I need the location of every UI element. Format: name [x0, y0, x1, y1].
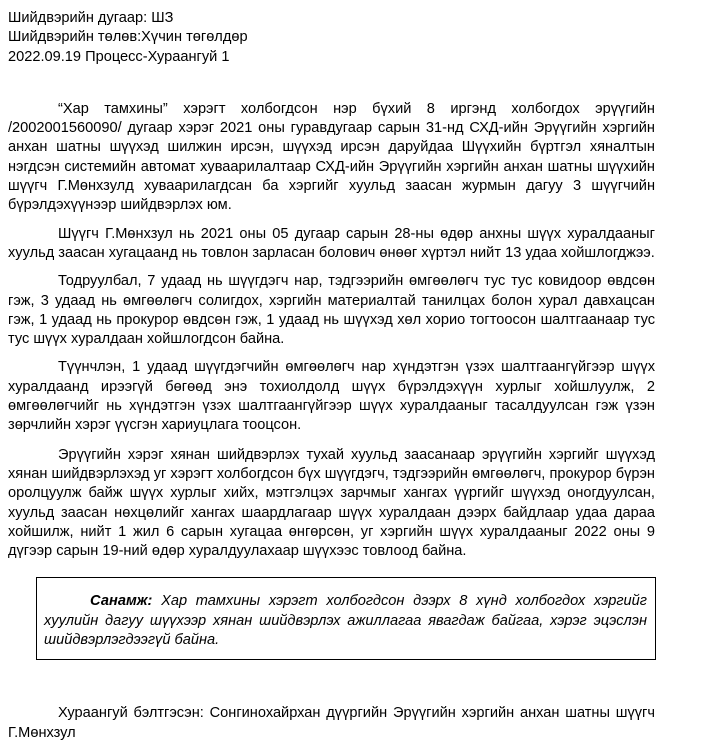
body-paragraph-2: Шүүгч Г.Мөнхзул нь 2021 оны 05 дугаар сарын 28-ны өдөр анхны шүүх хуралдааныг хуульд заасан хугацаанд нь товлон зарласан болович өнөөг хүртэл нийт 13 удаа хойшлогджээ.	[8, 225, 655, 261]
body-paragraph-1: “Хар тамхины” хэрэгт холбогдсон нэр бүхий 8 иргэнд холбогдох эрүүгийн /2002001560090/ дугаар хэрэг 2021 оны гуравдугаар сарын 31-нд СХД-ийн Эрүүгийн хэргийн анхан шатны шүүхэд шилжин ирсэн, шүүхэд ирсэн даруйдаа Шүүхийн бүртгэл хяналтын нэгдсэн системийн автомат хуваарилалтаар СХД-ийн Эрүүгийн хэргийн анхан шатны шүүхийн шүүгч Г.Мөнхзулд хуваарилагдсан ба хэргийг хуульд заасан журмын дагуу 3 шүүгчийн бүрэлдэхүүнээр шийдвэрлэх юм.	[8, 100, 655, 214]
note-paragraph	[44, 592, 647, 650]
note-text: Хар тамхины хэрэгт холбогдсон дээрх 8 хүнд холбогдох хэргийг хуулийн дагуу шүүхээр хянан шийдвэрлэх ажиллагаа явагдаж байгаа, хэрэг эцэслэн шийдвэрлэгдээгүй байна.	[44, 593, 647, 649]
document-header	[8, 9, 655, 67]
body-paragraph-4: Түүнчлэн, 1 удаад шүүгдэгчийн өмгөөлөгч нар хүндэтгэн үзэх шалтгаангүйгээр шүүх хуралдаанд ирээгүй бөгөөд энэ тохиолдолд шүүх бүрэлдэхүүн хурлыг хойшлуулж, 2 өмгөөлөгчийг нь хүндэтгэн үзэх шалтгаангүйгээр шүүх хуралдааныг тасалдуулсан гэж үзэн зөрчлийн хэрэг үүсгэн хариуцлага тооцсон.	[8, 359, 655, 434]
case-status-line: Шийдвэрийн төлөв:Хүчин төгөлдөр	[8, 29, 248, 46]
body-paragraph-5: Эрүүгийн хэрэг хянан шийдвэрлэх тухай хуульд заасанаар эрүүгийн хэргийг шүүхэд хянан шийдвэрлэхэд уг хэрэгт холбогдсон бүх шүүгдэгч, тэдгээрийн өмгөөлөгч, прокурор бүрэн оролцуулж байж шүүх хурлыг хийх, мэтгэлцэх зарчмыг хангах үүргийг шүүхэд оногдуулсан, хуульд заасан нөхцөлийг хангах шаардлагаар шүүх хуралдаан дээрх байдлаар удаа дараа хойшилж, нийт 1 жил 6 сарын хугацаа өнгөрсөн, уг хэргийн шүүх хуралдааныг 2022 оны 9 дүгээр сарын 19-ний өдөр хуралдуулахаар шүүхээс товлоод байна.	[8, 446, 655, 560]
body-paragraph-3: Тодруулбал, 7 удаад нь шүүгдэгч нар, тэдгээрийн өмгөөлөгч тус тус ковидоор өвдсөн гэж, 3 удаад нь өмгөөлөгч солигдох, хэргийн материалтай танилцах болон хурал давхацсан гэж, 1 удаад нь прокурор өвдсөн гэж, 1 удаад нь шүүхэд хөл хорио тогтоосон шалтгаанаар тус тус шүүх хуралдаан хойшлогдсон байна.	[8, 273, 655, 348]
case-number-line: Шийдвэрийн дугаар: ШЗ	[8, 10, 174, 26]
note-box	[36, 577, 656, 660]
note-label: Санамж:	[90, 593, 153, 610]
date-process-line: 2022.09.19 Процесс-Хураангуй 1	[8, 48, 230, 65]
prepared-by-line: Хураангуй бэлтгэсэн: Сонгинохайрхан дүүргийн Эрүүгийн хэргийн анхан шатны шүүгч Г.Мөнхзул	[8, 705, 655, 741]
document-body	[8, 100, 655, 562]
